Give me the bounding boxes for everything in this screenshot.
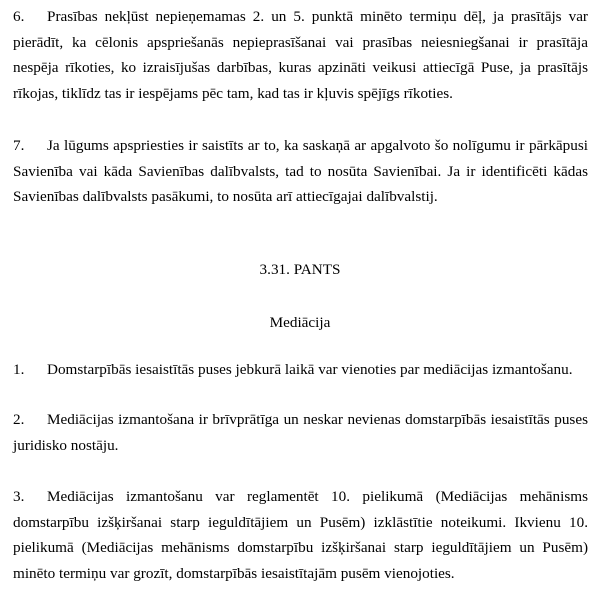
article-title: Mediācija (269, 314, 331, 331)
paragraph-number: 2. (13, 411, 25, 428)
paragraph-6 (13, 4, 588, 106)
paragraph-text: Mediācijas izmantošanu var reglamentēt 10. pielikumā (Mediācijas mehānisms domstarpību izšķiršanai starp ieguldītājiem un Pusēm) izklāstītie noteikumi. Ikvienu 10. pielikumā (Mediācijas mehānisms domstarpību izšķiršanai starp ieguldītājiem un Pusēm) minēto termiņu var grozīt, domstarpībās iesaistītajām pusēm vienojoties. (13, 488, 588, 582)
paragraph-3 (13, 484, 588, 586)
article-heading: 3.31. PANTS (259, 261, 341, 278)
paragraph-number: 6. (13, 8, 25, 25)
paragraph-number: 1. (13, 361, 25, 378)
paragraph-text: Domstarpībās iesaistītās puses jebkurā laikā var vienoties par mediācijas izmantošanu. (47, 361, 573, 378)
paragraph-text: Mediācijas izmantošana ir brīvprātīga un neskar nevienas domstarpībās iesaistītās puses juridisko nostāju. (13, 411, 588, 454)
paragraph-number: 3. (13, 488, 25, 505)
paragraph-number: 7. (13, 137, 25, 154)
paragraph-1 (13, 357, 588, 383)
paragraph-text: Ja lūgums apspriesties ir saistīts ar to, ka saskaņā ar apgalvoto šo nolīgumu ir pārkāpusi Savienība vai kāda Savienības dalībvalsts, tad to nosūta Savienībai. Ja ir identificēti kādas Savienības dalībvalsts pasākumi, to nosūta arī attiecīgajai dalībvalstij. (13, 137, 588, 206)
paragraph-2 (13, 407, 588, 458)
paragraph-7 (13, 133, 588, 210)
paragraph-text: Prasības nekļūst nepieņemamas 2. un 5. punktā minēto termiņu dēļ, ja prasītājs var pierādīt, ka cēlonis apspriešanās nepieprasīšanai vai prasības neiesniegšanai ir prasītāja nespēja rīkoties, ko izraisījušas darbības, kuras apzināti veikusi attiecīgā Puse, ja prasītājs rīkojas, tiklīdz tas ir iespējams pēc tam, kad tas ir kļuvis spējīgs rīkoties. (13, 8, 588, 102)
